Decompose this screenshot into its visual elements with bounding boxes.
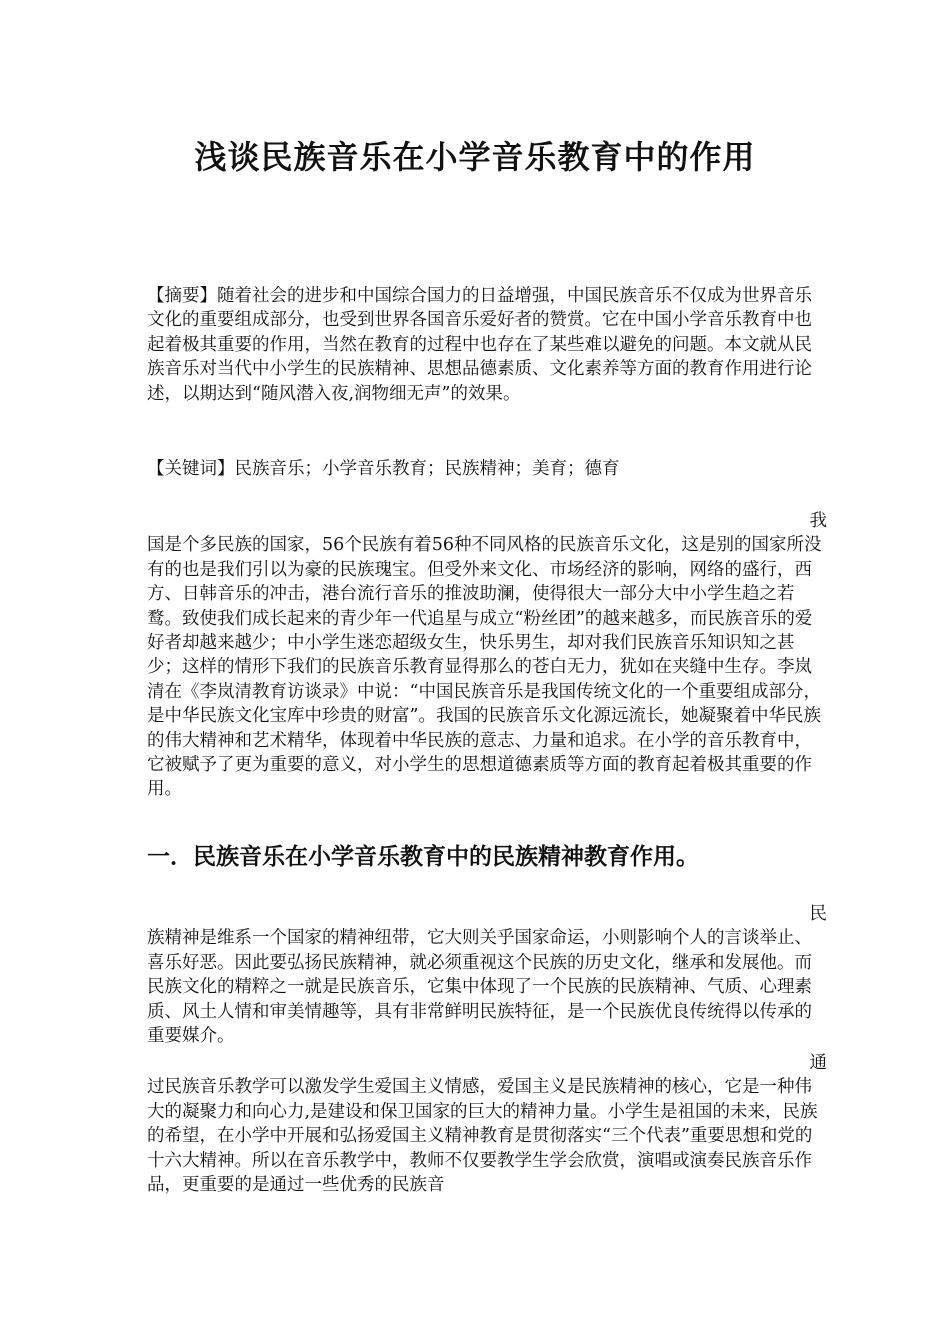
paragraph-text: 国是个多民族的国家，56个民族有着56种不同风格的民族音乐文化，这是别的国家所没有的也是我们引以为豪的民族瑰宝。但受外来文化、市场经济的影响，网络的盛行，西方、日韩音乐的冲击，港台流行音乐的推波助澜，使得很大一部分大中小学生趋之若鹜。致使我们成长起来的青少年一代追星与成立“粉丝团”的越来越多，而民族音乐的爱好者却越来越少；中小学生迷恋超级女生，快乐男生，却对我们民族音乐知识知之甚少；这样的情形下我们的民族音乐教育显得那么的苍白无力，犹如在夹缝中生存。李岚清在《李岚清教育访谈录》中说：“中国民族音乐是我国传统文化的一个重要组成部分，是中华民族文化宝库中珍贵的财富”。我国的民族音乐文化源远流长，她凝聚着中华民族的伟大精神和艺术精华，体现着中华民族的意志、力量和追求。在小学的音乐教育中，它被赋予了更为重要的意义，对小学生的思想道德素质等方面的教育起着极其重要的作用。 [147, 535, 822, 800]
paragraph-lead-char: 我 [809, 511, 827, 531]
body-paragraph-2 [147, 902, 827, 1048]
document-title: 浅谈民族音乐在小学音乐教育中的作用 [194, 138, 756, 176]
paragraph-text: 过民族音乐教学可以激发学生爱国主义情感，爱国主义是民族精神的核心，它是一种伟大的凝聚力和向心力,是建设和保卫国家的巨大的精神力量。小学生是祖国的未来，民族的希望，在小学中开展和弘扬爱国主义精神教育是贯彻落实“三个代表”重要思想和党的十六大精神。所以在音乐教学中，教师不仅要教学生学会欣赏，演唱或演奏民族音乐作品，更重要的是通过一些优秀的民族音 [147, 1077, 818, 1196]
body-paragraph-3 [147, 1051, 827, 1197]
paragraph-lead-char: 通 [809, 1053, 827, 1073]
body-paragraph-1 [147, 509, 827, 802]
paragraph-lead-char: 民 [809, 904, 827, 924]
section-heading: 一．民族音乐在小学音乐教育中的民族精神教育作用。 [147, 844, 699, 870]
paragraph-text: 族精神是维系一个国家的精神纽带，它大则关乎国家命运，小则影响个人的言谈举止、喜乐好恶。因此要弘扬民族精神，就必须重视这个民族的历史文化，继承和发展他。而民族文化的精粹之一就是民族音乐，它集中体现了一个民族的民族精神、气质、心理素质、风土人情和审美情趣等，具有非常鲜明民族特征，是一个民族优良传统得以传承的重要媒介。 [147, 928, 812, 1047]
keywords-line: 【关键词】民族音乐；小学音乐教育；民族精神；美育；德育 [147, 459, 620, 479]
abstract-paragraph: 【摘要】随着社会的进步和中国综合国力的日益增强，中国民族音乐不仅成为世界音乐文化的重要组成部分，也受到世界各国音乐爱好者的赞赏。它在中国小学音乐教育中也起着极其重要的作用，当然在教育的过程中也存在了某些难以避免的问题。本文就从民族音乐对当代中小学生的民族精神、思想品德素质、文化素养等方面的教育作用进行论述，以期达到“随风潜入夜,润物细无声”的效果。 [147, 286, 812, 404]
